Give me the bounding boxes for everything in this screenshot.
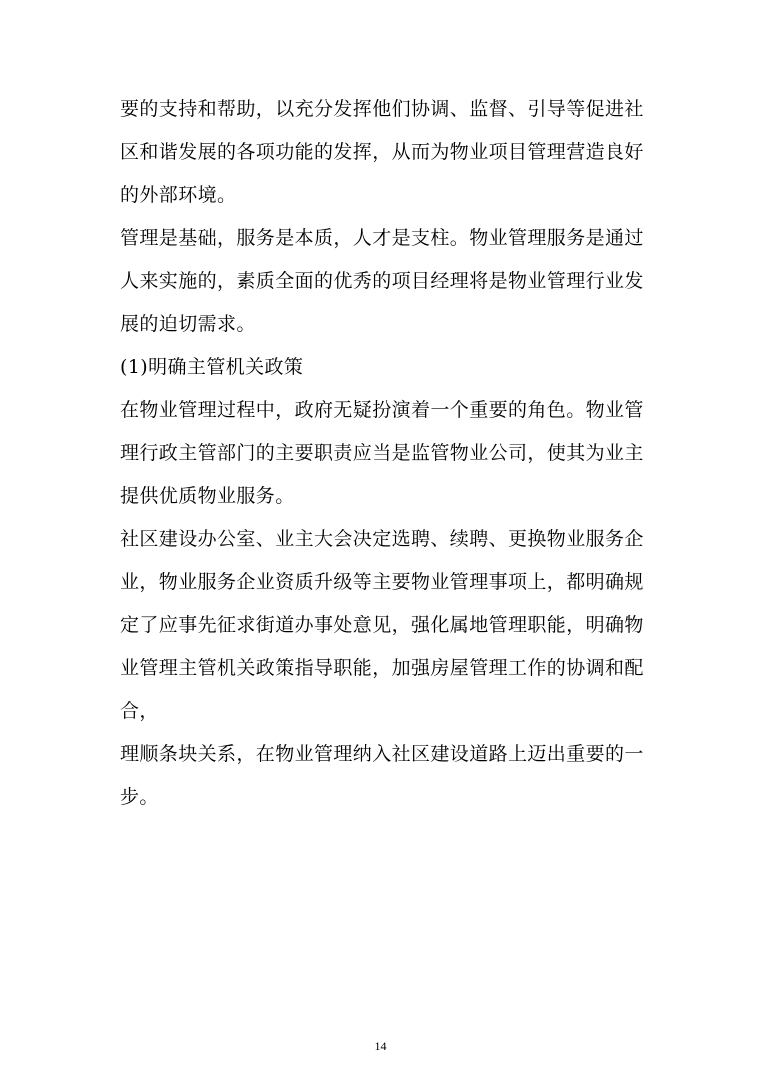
text-line: 社区建设办公室、业主大会决定选聘、续聘、更换物业服务企 [120,528,644,550]
text-line: 合， [120,700,159,722]
text-line: 的外部环境。 [120,184,237,206]
text-line: 步。 [120,786,159,808]
text-line: 理顺条块关系，在物业管理纳入社区建设道路上迈出重要的一 [120,743,644,765]
document-body [120,88,644,819]
text-line: 人来实施的，素质全面的优秀的项目经理将是物业管理行业发 [120,270,644,292]
text-line: 展的迫切需求。 [120,313,256,335]
text-line: 在物业管理过程中，政府无疑扮演着一个重要的角色。物业管 [120,399,644,421]
text-line: 区和谐发展的各项功能的发挥，从而为物业项目管理营造良好 [120,141,644,163]
text-line: 理行政主管部门的主要职责应当是监管物业公司，使其为业主 [120,442,644,464]
text-line: 提供优质物业服务。 [120,485,295,507]
page-number: 14 [374,1039,387,1053]
section-heading: (1)明确主管机关政策 [120,356,304,378]
text-line: 定了应事先征求街道办事处意见，强化属地管理职能，明确物 [120,614,644,636]
text-line: 业管理主管机关政策指导职能，加强房屋管理工作的协调和配 [120,657,644,679]
text-line: 业，物业服务企业资质升级等主要物业管理事项上，都明确规 [120,571,644,593]
text-line: 要的支持和帮助，以充分发挥他们协调、监督、引导等促进社 [120,98,644,120]
text-line: 管理是基础，服务是本质，人才是支柱。物业管理服务是通过 [120,227,644,249]
